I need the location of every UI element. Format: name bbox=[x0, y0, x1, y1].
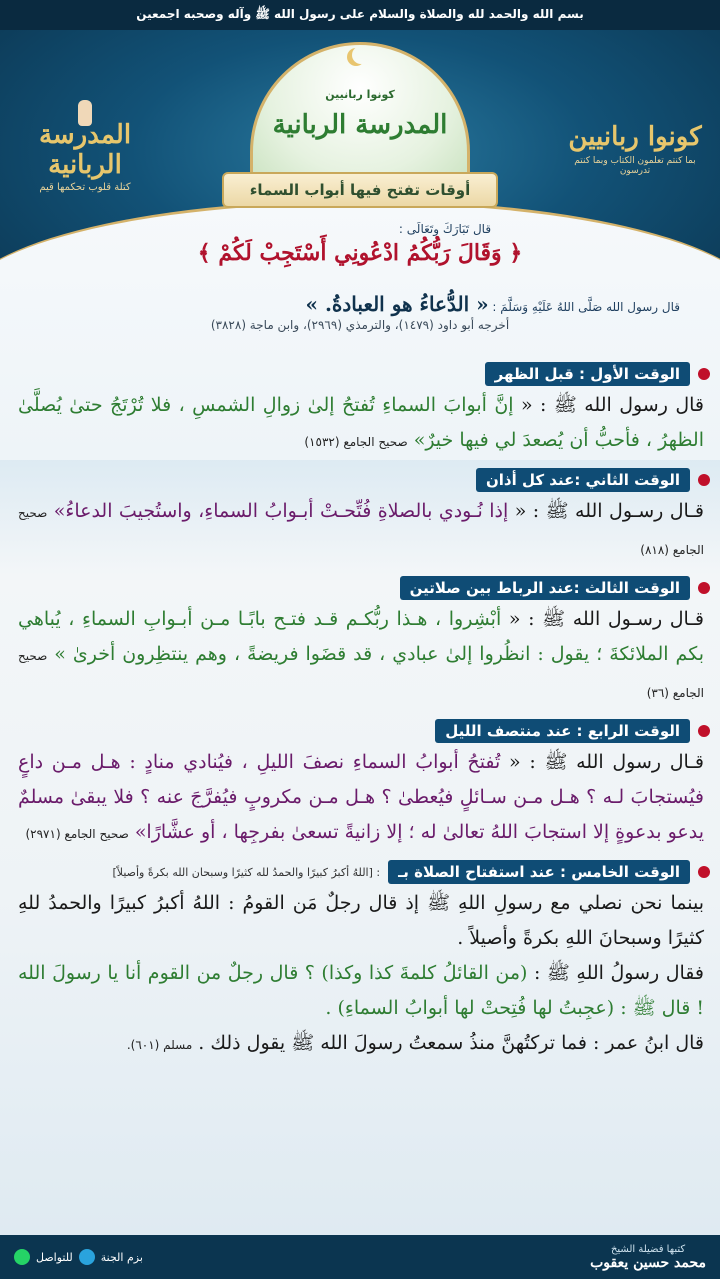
title-ribbon: أوقات تفتح فيها أبواب السماء bbox=[222, 172, 498, 208]
bullet-icon bbox=[698, 582, 710, 594]
section-4 bbox=[14, 717, 710, 852]
hadith-line bbox=[40, 292, 680, 316]
brand-right-name: كونوا ربانيين bbox=[568, 122, 702, 152]
channel-name: بزم الجنة bbox=[100, 1250, 143, 1264]
section-label: الوقت الخامس : عند استفتاح الصلاة بـ bbox=[388, 860, 690, 884]
bullet-icon bbox=[698, 474, 710, 486]
whatsapp-icon[interactable] bbox=[14, 1249, 30, 1265]
section-3 bbox=[14, 574, 710, 711]
section-1 bbox=[14, 360, 710, 460]
hadith-ref: صحيح الجامع (٢٩٧١) bbox=[25, 827, 129, 841]
section-body bbox=[14, 745, 710, 852]
narration-3 bbox=[18, 1026, 704, 1063]
section-body bbox=[14, 388, 710, 460]
section-intro: قال رسول الله ﷺ : « bbox=[521, 394, 704, 416]
dome-title: المدرسة الربانية bbox=[272, 110, 448, 140]
narration-3-text: قال ابنُ عمر : فما تركتُهنَّ منذُ سمعتُ رسولَ الله ﷺ يقول ذلك . bbox=[198, 1032, 704, 1054]
hadith-ref: مسلم (٦٠١). bbox=[126, 1038, 193, 1052]
said-prophet: قال رسول الله صَلَّى اللهُ عَلَيْهِ وَسَلَّمَ : bbox=[492, 300, 680, 314]
section-label: الوقت الرابع : عند منتصف الليل bbox=[435, 719, 690, 743]
section-body bbox=[14, 886, 710, 1063]
section-label: الوقت الأول : قبل الظهر bbox=[485, 362, 690, 386]
section-5 bbox=[14, 858, 710, 1063]
brand-left-name: المدرسة الربانية bbox=[38, 120, 132, 180]
brand-left bbox=[10, 120, 160, 193]
brand-right-slogan: بما كنتم تعلمون الكتاب وبما كنتم تدرسون bbox=[574, 156, 696, 176]
said-lord: قال تَبَارَكَ وتَعَالَى : bbox=[398, 222, 492, 236]
section-body bbox=[14, 602, 710, 711]
section-header bbox=[14, 858, 710, 886]
footer-social bbox=[14, 1249, 143, 1265]
hadith-ref: صحيح الجامع (١٥٣٢) bbox=[304, 435, 408, 449]
hadith-intro bbox=[40, 292, 680, 332]
section-body bbox=[14, 494, 710, 568]
sections-list bbox=[14, 360, 710, 1069]
section-intro: قـال رسـول الله ﷺ : « bbox=[508, 608, 704, 630]
hadith-text: « الدُّعاءُ هو العبادةُ. » bbox=[305, 292, 489, 316]
section-header bbox=[14, 717, 710, 745]
section-label: الوقت الثالث :عند الرباط بين صلاتين bbox=[400, 576, 690, 600]
prepared-by: كتبها فضيلة الشيخ bbox=[610, 1243, 686, 1255]
section-label: الوقت الثاني :عند كل أذان bbox=[476, 468, 690, 492]
takbir-text: : [اللهُ أكبرُ كبيرًا والحمدُ لله كثيرًا وسبحان الله بكرةً وأصيلاً] bbox=[112, 865, 381, 879]
bullet-icon bbox=[698, 866, 710, 878]
hadith-ref: صحيح الجامع (٨١٨) bbox=[18, 506, 704, 557]
social-label: للتواصل bbox=[36, 1250, 73, 1264]
crescent-icon bbox=[352, 46, 370, 64]
section-intro: قـال رسول الله ﷺ : « bbox=[509, 751, 704, 773]
section-header bbox=[14, 574, 710, 602]
dome-subtitle: كونوا ربانيين bbox=[325, 88, 395, 101]
bullet-icon bbox=[698, 725, 710, 737]
narration-1: بينما نحن نصلي مع رسولِ اللهِ ﷺ إذ قال رجلٌ مَن القومُ : اللهُ أكبرُ كبيرًا والحمدُ للهِ كثيرًا وسبحانَ اللهِ بكرةً وأصيلاً . bbox=[18, 892, 704, 949]
quran-intro bbox=[20, 222, 700, 266]
brand-left-slogan: كتلة قلوب تحكمها قيم bbox=[39, 182, 131, 193]
hadith-source: أخرجه أبو داود (١٤٧٩)، والترمذي (٢٩٦٩)، وابن ماجة (٣٨٢٨) bbox=[210, 318, 510, 332]
narration-2-intro: فقال رسولُ اللهِ ﷺ : bbox=[533, 962, 704, 984]
hadith-quote: تُفتحُ أبوابُ السماءِ نصفَ الليلِ ، فيُنادي منادٍ : هـل مـن داعٍ فيُستجابَ لـه ؟ هـل مـن سـائلٍ فيُعطىٰ ؟ هـل مـن مكروبٍ فيُفرَّجَ عنه ؟ فلا يبقىٰ مسلمٌ يدعو بدعوةٍ إلا استجابَ اللهُ تعالىٰ له ؛ إلا زانيةً تسعىٰ بفرجِها ، أو عشَّارًا» bbox=[18, 751, 704, 843]
footer bbox=[0, 1235, 720, 1279]
footer-author bbox=[590, 1244, 706, 1271]
hadith-ref: صحيح الجامع (٣٦) bbox=[18, 649, 704, 700]
section-2 bbox=[14, 466, 710, 568]
brand-right bbox=[560, 122, 710, 176]
narration-2-quote: (من القائلُ كلمةَ كذا وكذا) ؟ قال رجلٌ من القوم أنا يا رسولَ الله ! قال ﷺ : (عجِبتُ لها فُتِحتْ لها أبوابُ السماءِ) . bbox=[18, 962, 704, 1019]
bullet-icon bbox=[698, 368, 710, 380]
section-intro: قـال رسـول الله ﷺ : « bbox=[514, 500, 704, 522]
telegram-icon[interactable] bbox=[79, 1249, 95, 1265]
section-header bbox=[14, 466, 710, 494]
hadith-quote: إنَّ أبوابَ السماءِ تُفتحُ إلىٰ زوالِ الشمسِ ، فلا تُرْتَجُ حتىٰ يُصلَّىٰ الظهرُ ، فأحبُّ أن يُصعدَ لي فيها خيرٌ» bbox=[18, 394, 704, 451]
section-header bbox=[14, 360, 710, 388]
author-name: محمد حسين يعقوب bbox=[590, 1254, 706, 1271]
hadith-quote: إذا نُـودي بالصلاةِ فُتِّحـتْ أبـوابُ السماءِ، واستُجيبَ الدعاءُ» bbox=[53, 500, 509, 522]
top-bismillah-bar: بسم الله والحمد لله والصلاة والسلام على رسول الله ﷺ وآله وصحبه اجمعين bbox=[0, 0, 720, 30]
narration-2 bbox=[18, 956, 704, 1026]
hadith-quote: أبْشِروا ، هـذا ربُّكـم قـد فتـح بابًـا مـن أبـوابِ السماءِ ، يُباهي بكم الملائكةَ ؛ يقول : انظُروا إلىٰ عبادي ، قد قضَوا فريضةً ، وهم ينتظِرون أخرىٰ » bbox=[18, 608, 704, 665]
quran-verse: ﴿ وَقَالَ رَبُّكُمُ ادْعُونِي أَسْتَجِبْ لَكُمْ ﴾ bbox=[197, 240, 523, 266]
